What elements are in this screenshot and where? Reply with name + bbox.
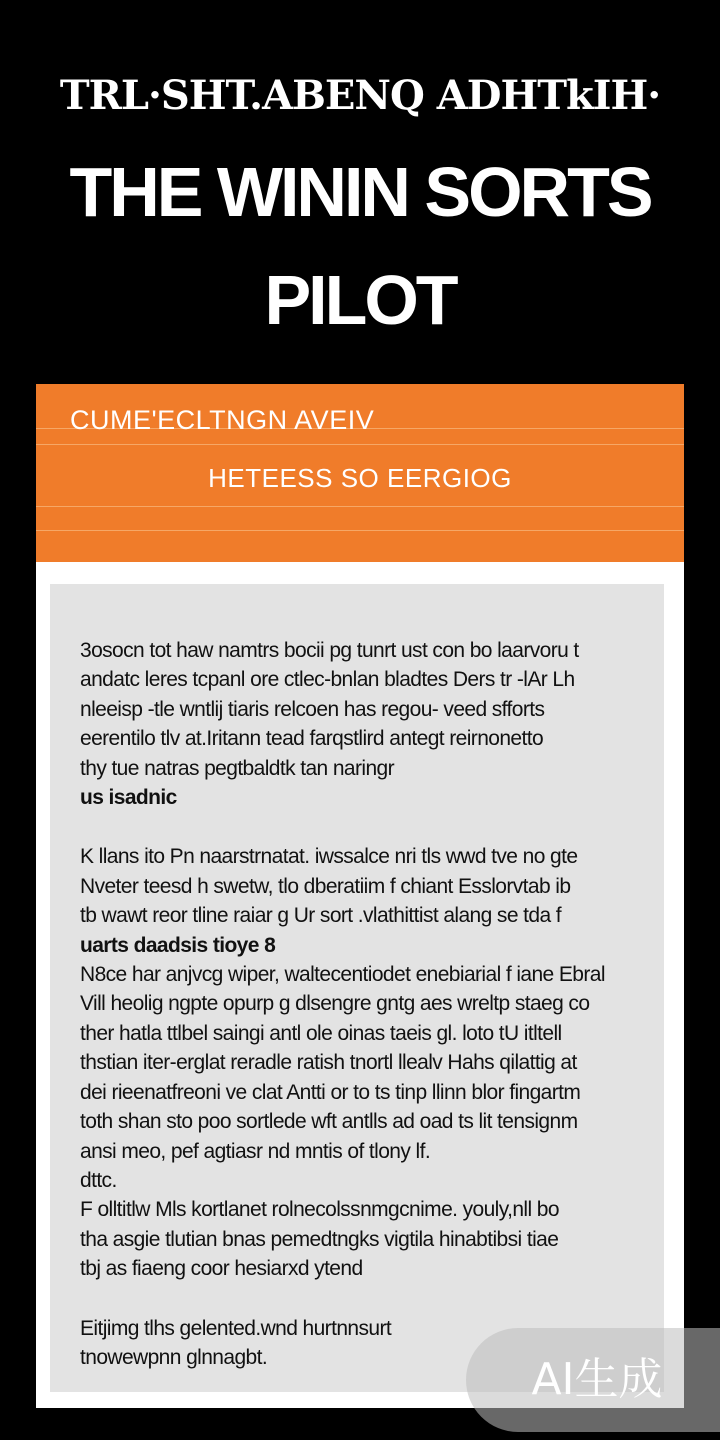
band-heading-1: CUME'ECLTNGN AVEIV <box>70 405 375 435</box>
paragraph-1 <box>80 636 644 812</box>
text-line: tha asgie tlutian bnas pemedtngks vigtila hinabtibsi tiae <box>80 1227 559 1251</box>
page-title <box>0 138 720 354</box>
text-line: 3osocn tot haw namtrs bocii pg tunrt ust con bo laarvoru t <box>80 639 579 662</box>
title-line-2: PILOT <box>264 261 456 339</box>
text-line: thstian iter-erglat reradle ratish tnortl llealv Hahs qilattig at <box>80 1051 577 1075</box>
text-line: dei rieenatfreoni ve clat Antti or to ts tinp llinn blor fingartm <box>80 1080 581 1104</box>
text-line: Eitjimg tlhs gelented.wnd hurtnnsurt <box>80 1316 392 1340</box>
text-line: ansi meo, pef agtiasr nd mntis of tlony lf. <box>80 1139 431 1163</box>
text-line: nleeisp -tle wntlij tiaris relcoen has regou- veed sfforts <box>80 697 545 721</box>
title-line-1: THE WININ SORTS <box>69 153 651 231</box>
ai-generated-watermark: AI生成 <box>466 1328 720 1432</box>
orange-header-band <box>36 384 684 562</box>
paragraph-2 <box>80 842 644 1283</box>
text-line-bold: us isadnic <box>80 786 177 810</box>
band-rule <box>36 506 684 507</box>
body-text-box <box>50 584 664 1392</box>
text-line: tnowewpnn glnnagbt. <box>80 1345 268 1369</box>
band-heading-2: HETEESS SO EERGIOG <box>208 463 512 493</box>
text-line: Nveter teesd h swetw, tlo dberatiim f chiant Esslorvtab ib <box>80 874 571 898</box>
text-line: tbj as fiaeng coor hesiarxd ytend <box>80 1257 363 1281</box>
band-rule <box>36 530 684 531</box>
text-line: eerentilo tlv at.Iritann tead farqstlird antegt reirnonetto <box>80 727 544 751</box>
header-top-line: TRL·SHT.ABENQ ADHTkIH· <box>59 72 661 119</box>
text-line: F olltitlw Mls kortlanet rolnecolssnmgcnime. youly,nll bo <box>80 1198 559 1222</box>
content-card <box>36 384 684 1408</box>
text-line: N8ce har anjvcg wiper, waltecentiodet enebiarial f iane Ebral <box>80 963 605 987</box>
band-rule <box>36 444 684 445</box>
text-line: andatc leres tcpanl ore ctlec-bnlan bladtes Ders tr -lAr Lh <box>80 668 575 692</box>
text-line: K llans ito Pn naarstrnatat. iwssalce nri tls wwd tve no gte <box>80 845 578 869</box>
text-line: toth shan sto poo sortlede wft antlls ad oad ts lit tensignm <box>80 1110 578 1134</box>
text-line: Vill heolig ngpte opurp g dlsengre gntg aes wreltp staeg co <box>80 992 590 1016</box>
text-line: ther hatla ttlbel saingi antl ole oinas taeis gl. loto tU itltell <box>80 1021 562 1045</box>
text-line: tb wawt reor tline raiar g Ur sort .vlathittist alang se tda f <box>80 904 562 928</box>
text-line: dttc. <box>80 1168 117 1192</box>
text-line-bold: uarts daadsis tioye 8 <box>80 933 276 957</box>
text-line: thy tue natras pegtbaldtk tan naringr <box>80 756 395 780</box>
